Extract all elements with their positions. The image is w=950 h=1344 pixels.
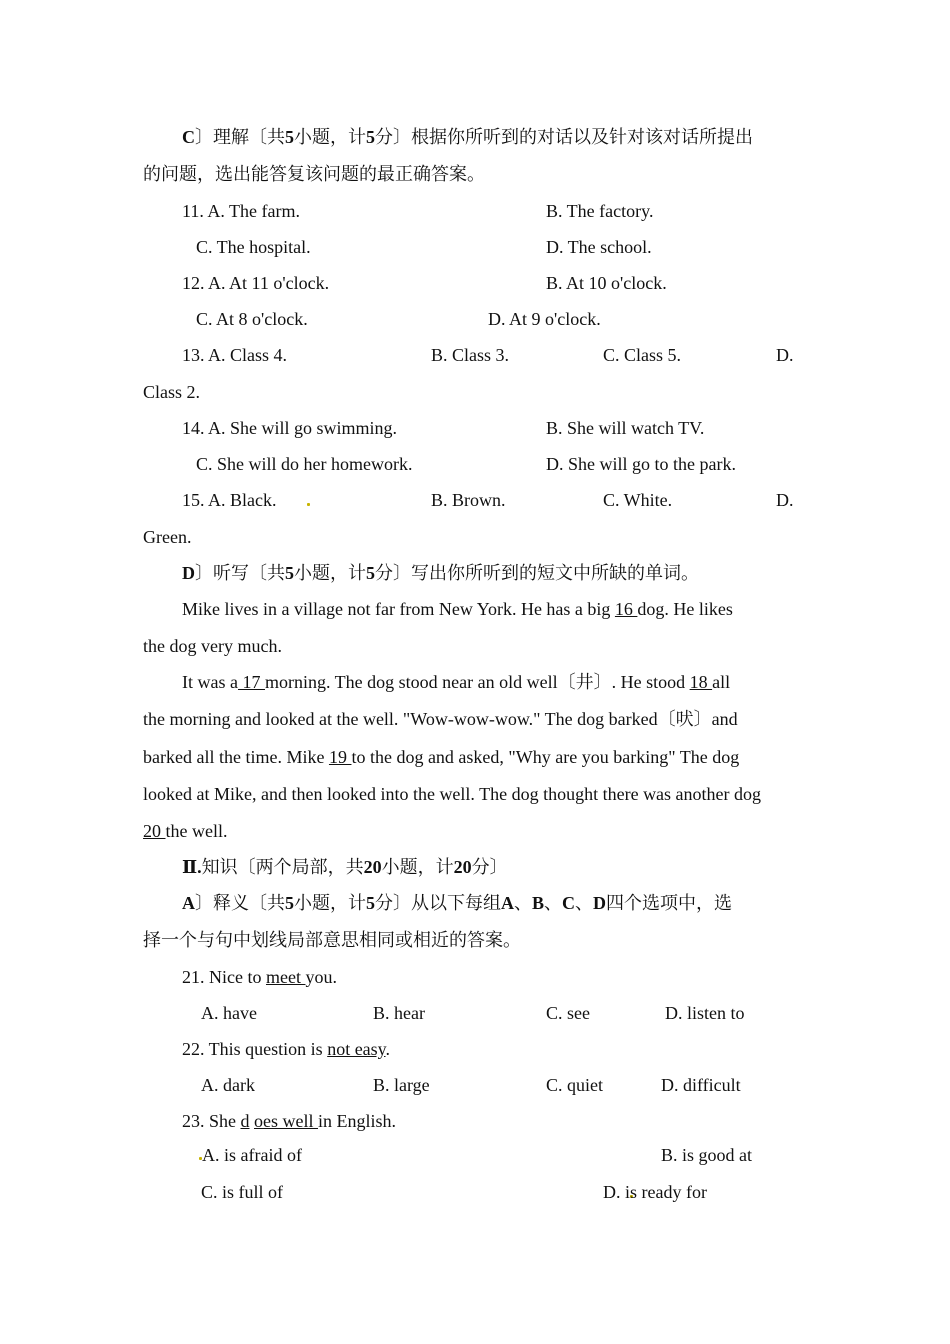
part-2-title-a: 知识〔两个局部，共 bbox=[201, 857, 364, 877]
q11-option-d: D. The school. bbox=[546, 237, 652, 257]
passage-text: to the dog and asked, "Why are you barking" The dog bbox=[351, 747, 740, 767]
part-2-title-b: 小题，计 bbox=[381, 857, 454, 877]
section-a-heading-line2: 择一个与句中划线局部意思相同或相近的答案。 bbox=[143, 930, 521, 950]
q12-option-b: B. At 10 o'clock. bbox=[546, 273, 667, 293]
passage-line-1 bbox=[182, 598, 733, 620]
section-a-points: 5 bbox=[366, 893, 375, 913]
q14-option-c: C. She will do her homework. bbox=[196, 454, 413, 474]
q14-option-d: D. She will go to the park. bbox=[546, 454, 736, 474]
q22-option-b: B. large bbox=[373, 1075, 430, 1095]
q13-option-d-label: D. bbox=[776, 345, 794, 365]
q23-option-c: C. is full of bbox=[201, 1182, 284, 1202]
part-2-points: 20 bbox=[453, 857, 472, 877]
q12-option-a: 12. A. At 11 o'clock. bbox=[182, 273, 330, 293]
section-c-label: C bbox=[182, 127, 195, 147]
blank-16: 16 bbox=[614, 599, 638, 619]
passage-line-2: the dog very much. bbox=[143, 636, 282, 656]
q15-option-c: C. White. bbox=[603, 490, 673, 510]
section-a-opt-c: C bbox=[562, 893, 576, 913]
section-a-heading bbox=[182, 892, 732, 914]
q22-option-c: C. quiet bbox=[546, 1075, 603, 1095]
q21-option-b: B. hear bbox=[373, 1003, 425, 1023]
q23-stem bbox=[182, 1110, 396, 1132]
q11-option-c: C. The hospital. bbox=[196, 237, 311, 257]
section-c-intro-a: 〕理解〔共 bbox=[195, 127, 285, 147]
blank-17: 17 bbox=[237, 672, 265, 692]
q22-stem bbox=[182, 1038, 390, 1060]
part-2-count: 20 bbox=[363, 857, 382, 877]
part-2-heading bbox=[182, 856, 508, 878]
q21-underlined: meet bbox=[265, 967, 306, 987]
passage-text: all bbox=[712, 672, 731, 692]
section-a-count: 5 bbox=[285, 893, 294, 913]
section-a-opt-b: B bbox=[532, 893, 545, 913]
section-a-opt-d: D bbox=[593, 893, 607, 913]
section-d-intro-a: 〕听写〔共 bbox=[195, 563, 285, 583]
passage-text: It was a bbox=[182, 672, 238, 692]
blank-18: 18 bbox=[689, 672, 713, 692]
q15-option-a: 15. A. Black. bbox=[182, 490, 277, 510]
q21-pre: 21. Nice to bbox=[182, 967, 266, 987]
section-d-intro-b: 小题，计 bbox=[294, 563, 366, 583]
q22-option-a: A. dark bbox=[201, 1075, 255, 1095]
section-d-count: 5 bbox=[285, 563, 294, 583]
passage-line-7 bbox=[143, 820, 227, 842]
section-d-intro-c: 分〕写出你所听到的短文中所缺的单词。 bbox=[375, 563, 699, 583]
q22-option-d: D. difficult bbox=[661, 1075, 741, 1095]
section-a-label: A bbox=[182, 893, 195, 913]
q12-option-d: D. At 9 o'clock. bbox=[488, 309, 601, 329]
section-d-label: D bbox=[182, 563, 195, 583]
q21-option-c: C. see bbox=[546, 1003, 590, 1023]
q22-post: . bbox=[385, 1039, 391, 1059]
part-2-title-c: 分〕 bbox=[471, 857, 508, 877]
q15-option-d-text: Green. bbox=[143, 527, 192, 547]
q23-option-b: B. is good at bbox=[661, 1145, 753, 1165]
section-d-heading bbox=[182, 562, 699, 584]
q22-pre: 22. This question is bbox=[182, 1039, 328, 1059]
q13-option-b: B. Class 3. bbox=[431, 345, 510, 365]
q23-underlined-2: oes well bbox=[254, 1111, 318, 1131]
blank-19: 19 bbox=[328, 747, 352, 767]
section-a-intro-b: 小题，计 bbox=[294, 893, 366, 913]
section-c-intro-c: 分〕根据你所听到的对话以及针对该对话所提出 bbox=[375, 127, 753, 147]
section-a-intro-d: 四个选项中，选 bbox=[606, 893, 733, 913]
q22-underlined: not easy bbox=[327, 1039, 386, 1059]
q23-post: in English. bbox=[317, 1111, 396, 1131]
passage-text: morning. The dog stood near an old well〔井〕. He stood bbox=[264, 672, 686, 692]
q21-option-a: A. have bbox=[201, 1003, 257, 1023]
stray-mark bbox=[307, 503, 310, 506]
q12-option-c: C. At 8 o'clock. bbox=[196, 309, 308, 329]
q15-option-b: B. Brown. bbox=[431, 490, 506, 510]
passage-line-4: the morning and looked at the well. "Wow-wow-wow." The dog barked〔吠〕and bbox=[143, 709, 738, 729]
passage-text: dog. He likes bbox=[637, 599, 733, 619]
q23-option-d: D. is ready for bbox=[603, 1182, 707, 1202]
section-c-count: 5 bbox=[285, 127, 294, 147]
passage-text: barked all the time. Mike bbox=[143, 747, 325, 767]
blank-20: 20 bbox=[143, 821, 166, 841]
q21-post: you. bbox=[305, 967, 337, 987]
q13-option-d-text: Class 2. bbox=[143, 382, 201, 402]
section-c-heading-line2: 的问题，选出能答复该问题的最正确答案。 bbox=[143, 164, 485, 184]
q11-option-b: B. The factory. bbox=[546, 201, 654, 221]
q23-pre: 23. She bbox=[182, 1111, 241, 1131]
q13-option-a: 13. A. Class 4. bbox=[182, 345, 288, 365]
passage-line-3 bbox=[182, 671, 730, 693]
q23-option-a: A. is afraid of bbox=[202, 1145, 302, 1165]
q14-option-b: B. She will watch TV. bbox=[546, 418, 705, 438]
section-c-heading bbox=[182, 126, 753, 148]
q23-underlined-1: d bbox=[240, 1111, 250, 1131]
section-c-points: 5 bbox=[366, 127, 375, 147]
passage-text: the well. bbox=[165, 821, 228, 841]
q14-option-a: 14. A. She will go swimming. bbox=[182, 418, 398, 438]
section-a-intro-a: 〕释义〔共 bbox=[195, 893, 285, 913]
section-c-intro-b: 小题，计 bbox=[294, 127, 366, 147]
part-2-label: Ⅱ. bbox=[182, 857, 202, 877]
section-a-opt-a: A bbox=[501, 893, 514, 913]
q11-option-a: 11. A. The farm. bbox=[182, 201, 300, 221]
passage-line-5 bbox=[143, 746, 739, 768]
section-d-points: 5 bbox=[366, 563, 375, 583]
separator: 、 bbox=[544, 893, 563, 913]
q21-option-d: D. listen to bbox=[665, 1003, 745, 1023]
passage-text: Mike lives in a village not far from New York. He has a big bbox=[182, 599, 611, 619]
passage-line-6: looked at Mike, and then looked into the well. The dog thought there was another dog bbox=[143, 784, 762, 804]
separator: 、 bbox=[575, 893, 594, 913]
separator: 、 bbox=[514, 893, 532, 913]
q13-option-c: C. Class 5. bbox=[603, 345, 682, 365]
q15-option-d-label: D. bbox=[776, 490, 794, 510]
section-a-intro-c: 分〕从以下每组 bbox=[375, 893, 501, 913]
q21-stem bbox=[182, 966, 337, 988]
